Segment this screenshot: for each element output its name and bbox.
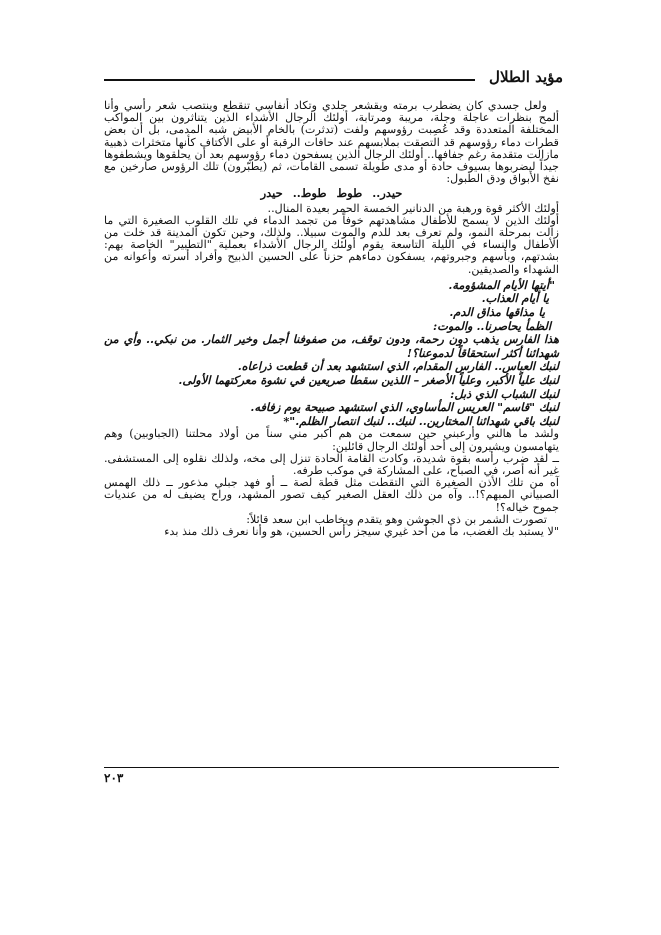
lament-line: "أيتها الأيام المشؤومة. [448,277,555,292]
chant-line: حيدر.. طوط طوط.. حيدر [260,186,403,201]
paragraph: أولئك الذين لا يسمح للأطفال مشاهدتهم خوفاً من تجمد الدماء في تلك القلوب الصغيرة التي ما زالت بمرحلة النمو، ولم تعرف بعد للدم والموت سبيلا.. ولذلك، وحين تكون المدينة قد خلت من الأطفال والنساء في الليلة التاسعة يقوم أولئك الرجال الأشداء بعملية "التطبير" الخاصة بهم: بشدتهم، وبأسهم وجبروتهم، يسفكون دماءهم حزناً على الحسين الذبيح وأفراد أسرته وأعوانه من الشهداء والصديقين. [104,213,559,276]
paragraph: "لا يستبد بك الغضب، ما من أحد غيري سيجز رأس الحسين، هو وأنا نعرف ذلك منذ بدء [164,525,559,538]
footer-rule [104,767,559,768]
lament-line: لنبك الشباب الذي ذبل: [450,386,559,401]
lament-line: هذا الفارس يذهب دون رحمة، ودون توقف، من صفوفنا أجمل وخير الثمار. من نبكي.. وأي من شهدائنا أكثر استحقاقاً لدموعنا؟! [104,332,559,360]
paragraph: أولئك الأكثر قوة ورهبة من الدنانير الخمسة الحمر بعيدة المنال.. [267,201,559,215]
paragraph: آه من تلك الأذن الصغيرة التي التقطت مثل قطة لصة ــ أو فهد جبلي مذعور ــ ذلك الهمس الصبياني المبهم؟!.. وآه من ذلك العقل الصغير كيف تصور المشهد، وراح يضيف له من عنديات جموح خياله؟! [104,476,559,514]
paragraph: ــ لقد ضرب رأسه بقوة شديدة، وكادت القامة الحادة تنزل إلى مخه، ولذلك نقلوه إلى المستشفى. غير أنه أصر، في الصباح، على المشاركة في موكب طرفه. [104,451,559,477]
lament-line: الظمأ يحاصرنا.. والموت: [432,318,551,333]
page-number: ٢٠٣ [104,771,124,785]
lament-line: يا مذاقها مذاق الدم. [449,305,545,320]
paragraph: ولشد ما هالني وأرعبني حين سمعت من هم أكبر مني سناً من أولاد محلتنا (الجباوبين) وهم يتهامسون ويشيرون إلى أحد أولئك الرجال قائلين: [104,427,559,453]
paragraph: تصورت الشمر بن ذي الجوشن وهو يتقدم ويخاطب ابن سعد قائلاً: [246,512,547,526]
lament-line: لنبك "قاسم" العريس المأساوي، الذي استشهد صبيحة يوم زفافه. [250,400,559,415]
body-text [104,100,559,538]
lament-line: لنبك علياً الأكبر، وعلياً الأصغر – اللذين سقطا صريعين في نشوة معركتهما الأولى. [178,373,559,387]
lament-line: لنبك باقي شهدائنا المختارين.. لنبك.. لنبك انتصار الظلم."* [283,413,559,428]
lament-line: يا أيام العذاب. [481,291,549,306]
running-header-author: مؤيد الطلال [489,68,563,86]
lament-line: لنبك العباس.. الفارس المقدام، الذي استشهد بعد أن قطعت ذراعاه. [237,359,559,374]
paragraph: ولعل جسدي كان يضطرب برمته ويقشعر جلدي وتكاد أنفاسي تنقطع وينتصب شعر رأسي وأنا ألمح بنظرات عاجلة وجلة، مريبة ومرتابة، أولئك الرجال الأشداء الذين يتناثرون بين المواكب المختلفة المتعددة وقد عُصِبت رؤوسهم ولفت (تدثرت) بالخام الأبيض شبه المدمى، بل أن بعض قطرات دماء رؤوسهم قد التصقت بملابسهم عند حافات الرقبة أو على الأكتاف كأنها متخثرات ذهبية مازالت متقدمة رغم جفافها.. أولئك الرجال الذين يسفحون دماء رؤوسهم بعد أن يحلقوها ويشطفوها جيداً ليضربوها بسيوف حادة أو مدى طويلة تسمى القامات، ثم (يطبّرون) تلك الرؤوس صارخين مع نفخ الأبواق ودق الطبول: [104,99,559,186]
header-rule [104,79,475,81]
